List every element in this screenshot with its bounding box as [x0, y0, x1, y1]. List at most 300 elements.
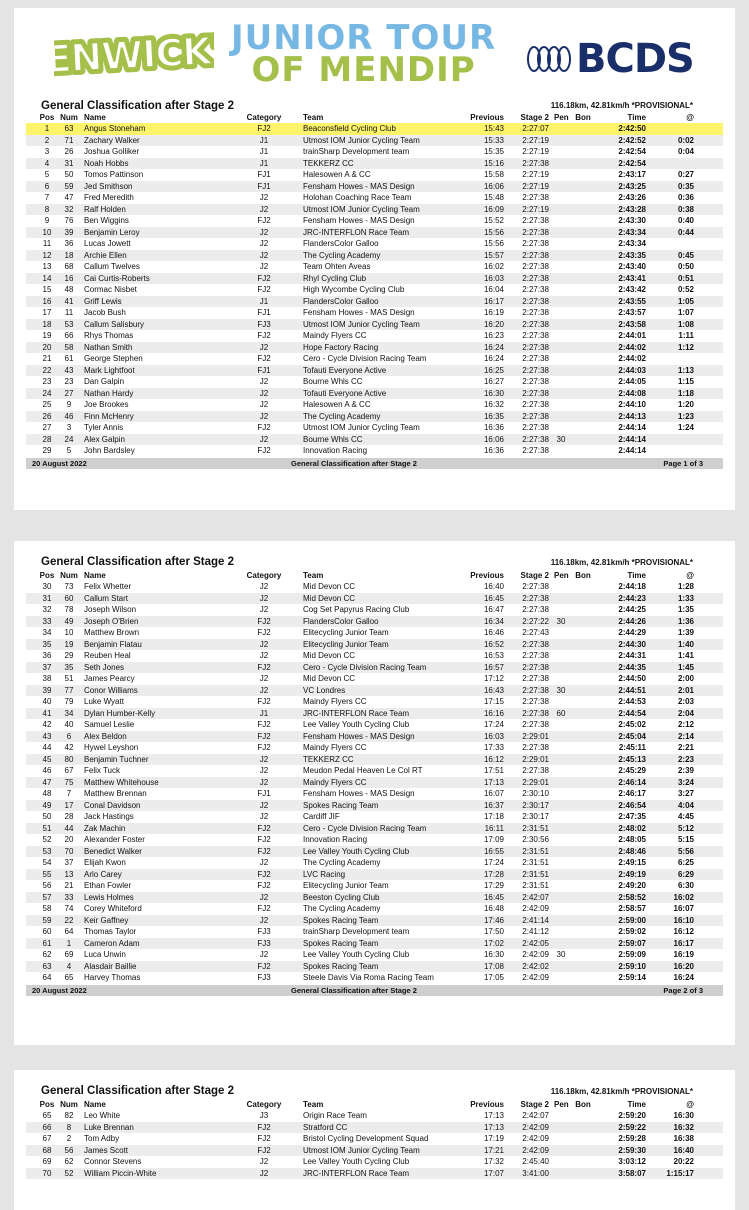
- rider-position: 35: [42, 639, 52, 649]
- rider-name: Joe Brookes: [84, 400, 129, 409]
- time-gap: 0:51: [677, 273, 694, 283]
- rider-team: Mid Devon CC: [303, 651, 356, 660]
- rider-category: J2: [259, 858, 269, 867]
- previous-time: 17:02: [483, 938, 504, 948]
- rider-position: 42: [42, 720, 52, 729]
- rider-category: FJ2: [257, 354, 271, 363]
- previous-time: 16:04: [483, 285, 504, 294]
- time-gap: 5:56: [677, 846, 694, 856]
- stage-time: 2:29:01: [522, 754, 549, 764]
- stage-time: 2:31:51: [522, 823, 549, 833]
- rider-name: Callum Start: [84, 593, 129, 603]
- rider-number: 24: [64, 434, 74, 444]
- time-gap: 16:19: [673, 950, 694, 959]
- rider-name: Luca Unwin: [84, 950, 126, 959]
- rider-name: Alexander Foster: [84, 835, 145, 844]
- total-time: 2:59:14: [618, 973, 646, 982]
- rider-number: 5: [66, 446, 72, 455]
- rider-category: J2: [259, 593, 269, 603]
- table-row: [26, 1110, 723, 1122]
- rider-name: Lewis Holmes: [84, 892, 134, 902]
- table-row: [26, 388, 723, 400]
- rider-number: 9: [66, 400, 72, 409]
- col-pen: Pen: [554, 571, 569, 580]
- previous-time: 15:33: [483, 135, 504, 145]
- rider-position: 19: [42, 331, 52, 340]
- table-row: [26, 319, 723, 331]
- rider-number: 7: [66, 789, 72, 798]
- rider-category: FJ2: [257, 423, 271, 432]
- rider-name: Joseph O'Brien: [84, 616, 139, 626]
- footer-title: General Classification after Stage 2: [291, 458, 417, 468]
- rider-name: Connor Stevens: [84, 1157, 142, 1166]
- table-row: [26, 685, 723, 697]
- race-distance-speed: 116.18km, 42.81km/h *PROVISIONAL*: [550, 1087, 693, 1096]
- total-time: 2:42:50: [618, 124, 646, 133]
- rider-category: J2: [259, 915, 269, 925]
- previous-time: 15:52: [483, 216, 504, 225]
- rider-category: J2: [259, 250, 269, 260]
- rider-team: Bristol Cycling Development Squad: [303, 1134, 429, 1143]
- rider-number: 40: [64, 720, 74, 729]
- stage-time: 2:30:17: [522, 812, 549, 821]
- rider-number: 21: [64, 881, 74, 890]
- rider-number: 70: [64, 846, 74, 856]
- stage-time: 2:27:07: [522, 124, 549, 133]
- time-gap: 0:02: [677, 135, 694, 145]
- rider-position: 14: [42, 273, 52, 283]
- table-row: [26, 1133, 723, 1145]
- rider-name: Cai Curtis-Roberts: [84, 273, 150, 283]
- rider-number: 66: [64, 331, 74, 340]
- rider-name: Matthew Whitehouse: [84, 777, 159, 787]
- rider-number: 75: [64, 777, 74, 787]
- rider-number: 68: [64, 262, 74, 271]
- previous-time: 17:50: [483, 927, 504, 936]
- rider-category: J2: [259, 685, 269, 695]
- rider-category: J2: [259, 639, 269, 649]
- rider-position: 65: [42, 1111, 52, 1120]
- rider-category: J2: [259, 800, 269, 810]
- table-row: [26, 1156, 723, 1168]
- stage-time: 2:27:38: [522, 262, 549, 271]
- previous-time: 16:52: [483, 639, 504, 649]
- previous-time: 16:03: [483, 273, 504, 283]
- stage-time: 2:42:09: [522, 1122, 549, 1132]
- total-time: 2:44:31: [618, 651, 646, 660]
- rider-team: Maindy Flyers CC: [303, 743, 367, 752]
- penalty: 30: [556, 950, 566, 959]
- results-table-page1: [26, 123, 723, 457]
- previous-time: 17:28: [483, 869, 504, 879]
- rider-position: 3: [44, 147, 50, 156]
- col-stage: Stage 2: [520, 1100, 549, 1109]
- time-gap: 0:44: [677, 227, 694, 237]
- table-row: [26, 135, 723, 147]
- rider-position: 15: [42, 285, 52, 294]
- stage-time: 3:41:00: [522, 1168, 549, 1178]
- time-gap: 2:21: [677, 743, 694, 752]
- total-time: 2:58:57: [618, 904, 646, 913]
- rider-name: Conal Davidson: [84, 800, 141, 810]
- rider-category: J2: [259, 434, 269, 444]
- total-time: 2:44:35: [618, 662, 646, 672]
- rider-position: 70: [42, 1168, 52, 1178]
- rider-name: Tomos Pattinson: [84, 170, 144, 179]
- total-time: 2:46:54: [618, 800, 646, 810]
- rider-team: Origin Race Team: [303, 1111, 367, 1120]
- rider-category: J2: [259, 754, 269, 764]
- time-gap: 0:38: [677, 204, 694, 214]
- time-gap: 1:41: [677, 651, 694, 660]
- total-time: 2:44:53: [618, 697, 646, 706]
- rider-number: 11: [64, 308, 74, 317]
- previous-time: 17:51: [483, 766, 504, 775]
- rider-team: Cero - Cycle Division Racing Team: [303, 662, 427, 672]
- table-row: [26, 938, 723, 950]
- previous-time: 17:19: [483, 1134, 504, 1143]
- rider-category: J1: [259, 158, 269, 168]
- time-gap: 1:15: [677, 377, 694, 386]
- table-row: [26, 445, 723, 457]
- stage-time: 2:42:09: [522, 1145, 549, 1155]
- rider-position: 5: [44, 170, 50, 179]
- bcds-coil-icon: [524, 41, 576, 77]
- rider-number: 6: [66, 731, 72, 741]
- previous-time: 15:48: [483, 193, 504, 202]
- rider-category: FJ1: [257, 789, 271, 798]
- rider-number: 58: [64, 342, 74, 352]
- previous-time: 16:30: [483, 950, 504, 959]
- time-gap: 1:08: [677, 319, 694, 329]
- rider-category: J2: [259, 193, 269, 202]
- stage-time: 2:27:38: [522, 662, 549, 672]
- time-gap: 0:27: [677, 170, 694, 179]
- table-row: [26, 365, 723, 377]
- rider-name: Ethan Fowler: [84, 881, 132, 890]
- table-row: [26, 581, 723, 593]
- time-gap: 1:23: [677, 411, 694, 421]
- rider-team: Lee Valley Youth Cycling Club: [303, 950, 410, 959]
- rider-category: FJ2: [257, 846, 271, 856]
- total-time: 2:44:02: [618, 342, 646, 352]
- previous-time: 16:11: [484, 823, 504, 833]
- previous-time: 17:24: [483, 720, 504, 729]
- rider-name: Zak Machin: [84, 823, 126, 833]
- rider-name: Callum Salisbury: [84, 319, 145, 329]
- rider-team: Mid Devon CC: [303, 582, 356, 591]
- rider-number: 19: [64, 639, 74, 649]
- rider-category: FJ2: [257, 662, 271, 672]
- table-row: [26, 250, 723, 262]
- total-time: 2:44:08: [618, 388, 646, 398]
- table-row: [26, 650, 723, 662]
- rider-team: Fensham Howes - MAS Design: [303, 308, 415, 317]
- stage-time: 2:27:38: [522, 319, 549, 329]
- rider-number: 60: [64, 593, 74, 603]
- rider-team: Fensham Howes - MAS Design: [303, 789, 415, 798]
- table-row: [26, 307, 723, 319]
- rider-category: J2: [259, 766, 269, 775]
- rider-position: 69: [42, 1157, 52, 1166]
- previous-time: 16:02: [483, 262, 504, 271]
- time-gap: 1:05: [677, 296, 694, 306]
- rider-name: Alex Beldon: [84, 731, 127, 741]
- rider-name: Noah Hobbs: [84, 158, 129, 168]
- table-row: [26, 800, 723, 812]
- previous-time: 17:21: [483, 1145, 504, 1155]
- total-time: 2:43:40: [618, 262, 646, 271]
- time-gap: 1:36: [677, 616, 694, 626]
- previous-time: 15:57: [483, 250, 504, 260]
- table-row: [26, 777, 723, 789]
- previous-time: 16:17: [483, 296, 504, 306]
- rider-category: FJ2: [257, 961, 271, 971]
- rider-team: Cero - Cycle Division Racing Team: [303, 354, 427, 363]
- table-row: [26, 903, 723, 915]
- stage-time: 2:27:38: [522, 388, 549, 398]
- rider-number: 1: [66, 938, 72, 948]
- rider-name: Tom Adby: [84, 1134, 120, 1143]
- rider-team: TEKKERZ CC: [303, 754, 354, 764]
- rider-position: 13: [42, 262, 52, 271]
- table-row: [26, 593, 723, 605]
- rider-team: Lee Valley Youth Cycling Club: [303, 720, 410, 729]
- time-gap: 16:17: [673, 938, 694, 948]
- column-headers: [26, 1100, 723, 1110]
- rider-category: J1: [259, 296, 269, 306]
- stage-time: 2:27:38: [522, 697, 549, 706]
- rider-team: Bourne Whls CC: [303, 434, 363, 444]
- time-gap: 3:27: [677, 789, 694, 798]
- table-row: [26, 273, 723, 285]
- table-row: [26, 926, 723, 938]
- stage-time: 2:27:38: [522, 354, 549, 363]
- rider-team: TEKKERZ CC: [303, 158, 354, 168]
- stage-time: 2:27:38: [522, 639, 549, 649]
- rider-position: 28: [42, 434, 52, 444]
- previous-time: 16:19: [483, 308, 504, 317]
- rider-category: J3: [259, 1111, 269, 1120]
- rider-number: 52: [64, 1168, 74, 1178]
- rider-team: Utmost IOM Junior Cycling Team: [303, 1145, 420, 1155]
- footer-date: 20 August 2022: [32, 985, 87, 995]
- rider-name: Keir Gaffney: [84, 915, 129, 925]
- rider-category: J1: [259, 147, 269, 156]
- rider-team: Utmost IOM Junior Cycling Team: [303, 204, 420, 214]
- rider-name: Cameron Adam: [84, 938, 140, 948]
- rider-name: Nathan Smith: [84, 342, 133, 352]
- time-gap: 1:15:17: [666, 1168, 694, 1178]
- table-row: [26, 353, 723, 365]
- rider-name: Alasdair Baillie: [84, 961, 137, 971]
- previous-time: 16:36: [483, 423, 504, 432]
- stage-time: 2:42:07: [522, 1111, 549, 1120]
- rider-category: J2: [259, 1157, 269, 1166]
- col-num: Num: [60, 1100, 78, 1109]
- total-time: 2:59:28: [618, 1134, 646, 1143]
- total-time: 2:49:20: [618, 881, 646, 890]
- rider-category: J2: [259, 204, 269, 214]
- rider-position: 51: [42, 823, 52, 833]
- rider-number: 78: [64, 605, 74, 614]
- rider-position: 58: [42, 904, 52, 913]
- rider-position: 47: [42, 777, 52, 787]
- stage-time: 2:30:17: [522, 800, 549, 810]
- classification-title: General Classification after Stage 2: [41, 100, 235, 112]
- previous-time: 16:09: [483, 204, 504, 214]
- previous-time: 16:46: [483, 628, 504, 637]
- table-row: [26, 846, 723, 858]
- table-row: [26, 158, 723, 170]
- stage-time: 2:27:19: [522, 147, 549, 156]
- table-row: [26, 330, 723, 342]
- time-gap: 16:40: [673, 1145, 694, 1155]
- total-time: 2:43:57: [618, 308, 646, 317]
- rider-name: Alex Galpin: [84, 434, 125, 444]
- rider-name: Conor Williams: [84, 685, 138, 695]
- col-team: Team: [303, 1100, 324, 1109]
- rider-number: 31: [64, 158, 74, 168]
- stage-time: 2:42:07: [522, 892, 549, 902]
- total-time: 2:43:28: [618, 204, 646, 214]
- total-time: 2:48:02: [618, 823, 646, 833]
- col-time: Time: [627, 571, 646, 580]
- rider-team: Spokes Racing Team: [303, 915, 379, 925]
- rider-position: 59: [42, 915, 52, 925]
- rider-position: 17: [42, 308, 52, 317]
- rider-name: James Scott: [84, 1145, 129, 1155]
- rider-position: 48: [42, 789, 52, 798]
- classification-header: [26, 100, 723, 113]
- previous-time: 16:47: [483, 605, 504, 614]
- rider-team: Stratford CC: [303, 1122, 348, 1132]
- col-time: Time: [627, 113, 646, 122]
- rider-position: 11: [42, 239, 52, 248]
- col-gap: @: [686, 1100, 694, 1109]
- table-row: [26, 238, 723, 250]
- stage-time: 2:42:09: [522, 1134, 549, 1143]
- rider-number: 64: [64, 927, 74, 936]
- time-gap: 0:50: [677, 262, 694, 271]
- previous-time: 17:09: [483, 835, 504, 844]
- table-row: [26, 376, 723, 388]
- rider-number: 41: [64, 296, 74, 306]
- rider-team: Mid Devon CC: [303, 674, 356, 683]
- rider-number: 46: [64, 411, 74, 421]
- previous-time: 16:55: [483, 846, 504, 856]
- previous-time: 16:30: [483, 388, 504, 398]
- previous-time: 16:40: [483, 582, 504, 591]
- previous-time: 15:35: [483, 147, 504, 156]
- col-bon: Bon: [575, 1100, 591, 1109]
- time-gap: 1:24: [677, 423, 694, 432]
- stage-time: 2:27:38: [522, 377, 549, 386]
- rider-number: 33: [64, 892, 74, 902]
- stage-time: 2:27:38: [522, 446, 549, 455]
- stage-time: 2:27:38: [522, 273, 549, 283]
- rider-number: 61: [64, 354, 74, 363]
- stage-time: 2:27:38: [522, 766, 549, 775]
- rider-name: Samuel Leslie: [84, 720, 135, 729]
- time-gap: 5:15: [677, 835, 694, 844]
- total-time: 2:46:17: [618, 789, 646, 798]
- table-row: [26, 342, 723, 354]
- stage-time: 2:30:56: [522, 835, 549, 844]
- rider-number: 77: [64, 685, 74, 695]
- time-gap: 2:23: [677, 754, 694, 764]
- col-num: Num: [60, 571, 78, 580]
- rider-position: 9: [44, 216, 50, 225]
- previous-time: 17:05: [483, 973, 504, 982]
- rider-team: Beeston Cycling Club: [303, 892, 380, 902]
- col-bon: Bon: [575, 113, 591, 122]
- previous-time: 16:34: [483, 616, 504, 626]
- rider-team: Innovation Racing: [303, 446, 368, 455]
- previous-time: 16:45: [483, 892, 504, 902]
- rider-number: 43: [64, 365, 74, 375]
- rider-name: Fred Meredith: [84, 193, 134, 202]
- rider-position: 53: [42, 846, 52, 856]
- stage-time: 2:27:38: [522, 308, 549, 317]
- rider-position: 8: [44, 204, 50, 214]
- rider-team: Hope Factory Racing: [303, 342, 379, 352]
- stage-time: 2:29:01: [522, 731, 549, 741]
- fenwicks-logo-outline: FENWICK'S: [54, 28, 214, 78]
- rider-position: 61: [42, 938, 52, 948]
- rider-number: 59: [64, 181, 74, 191]
- rider-team: Cog Set Papyrus Racing Club: [303, 605, 410, 614]
- rider-name: Joshua Golliker: [84, 147, 140, 156]
- stage-time: 2:27:38: [522, 674, 549, 683]
- time-gap: 2:00: [677, 674, 694, 683]
- rider-position: 7: [44, 193, 50, 202]
- rider-team: Spokes Racing Team: [303, 800, 379, 810]
- time-gap: 0:52: [677, 285, 694, 294]
- rider-category: J2: [259, 674, 269, 683]
- rider-name: Archie Ellen: [84, 250, 127, 260]
- time-gap: 1:12: [677, 342, 694, 352]
- table-row: [26, 1145, 723, 1157]
- total-time: 2:44:26: [618, 616, 646, 626]
- rider-name: Benjamin Leroy: [84, 227, 140, 237]
- rider-number: 16: [64, 273, 74, 283]
- time-gap: 2:12: [677, 720, 694, 729]
- time-gap: 2:01: [677, 685, 694, 695]
- previous-time: 17:33: [483, 743, 504, 752]
- rider-number: 20: [64, 835, 74, 844]
- previous-time: 17:13: [483, 1122, 504, 1132]
- table-row: [26, 169, 723, 181]
- table-row: [26, 765, 723, 777]
- rider-name: Reuben Heal: [84, 651, 131, 660]
- table-row: [26, 1168, 723, 1180]
- rider-position: 24: [42, 388, 52, 398]
- total-time: 3:03:12: [618, 1157, 646, 1166]
- results-page-2: [14, 541, 735, 1045]
- race-distance-speed: 116.18km, 42.81km/h *PROVISIONAL*: [550, 101, 693, 110]
- rider-category: FJ2: [257, 1145, 271, 1155]
- rider-position: 52: [42, 835, 52, 844]
- rider-category: FJ2: [257, 881, 271, 890]
- rider-name: Benjamin Flatau: [84, 639, 142, 649]
- rider-team: FlandersColor Galloo: [303, 296, 379, 306]
- rider-number: 67: [64, 766, 74, 775]
- junior-tour-line2: OF MENDIP: [251, 50, 476, 90]
- rider-team: Lee Valley Youth Cycling Club: [303, 846, 410, 856]
- rider-name: George Stephen: [84, 354, 143, 363]
- previous-time: 16:06: [483, 181, 504, 191]
